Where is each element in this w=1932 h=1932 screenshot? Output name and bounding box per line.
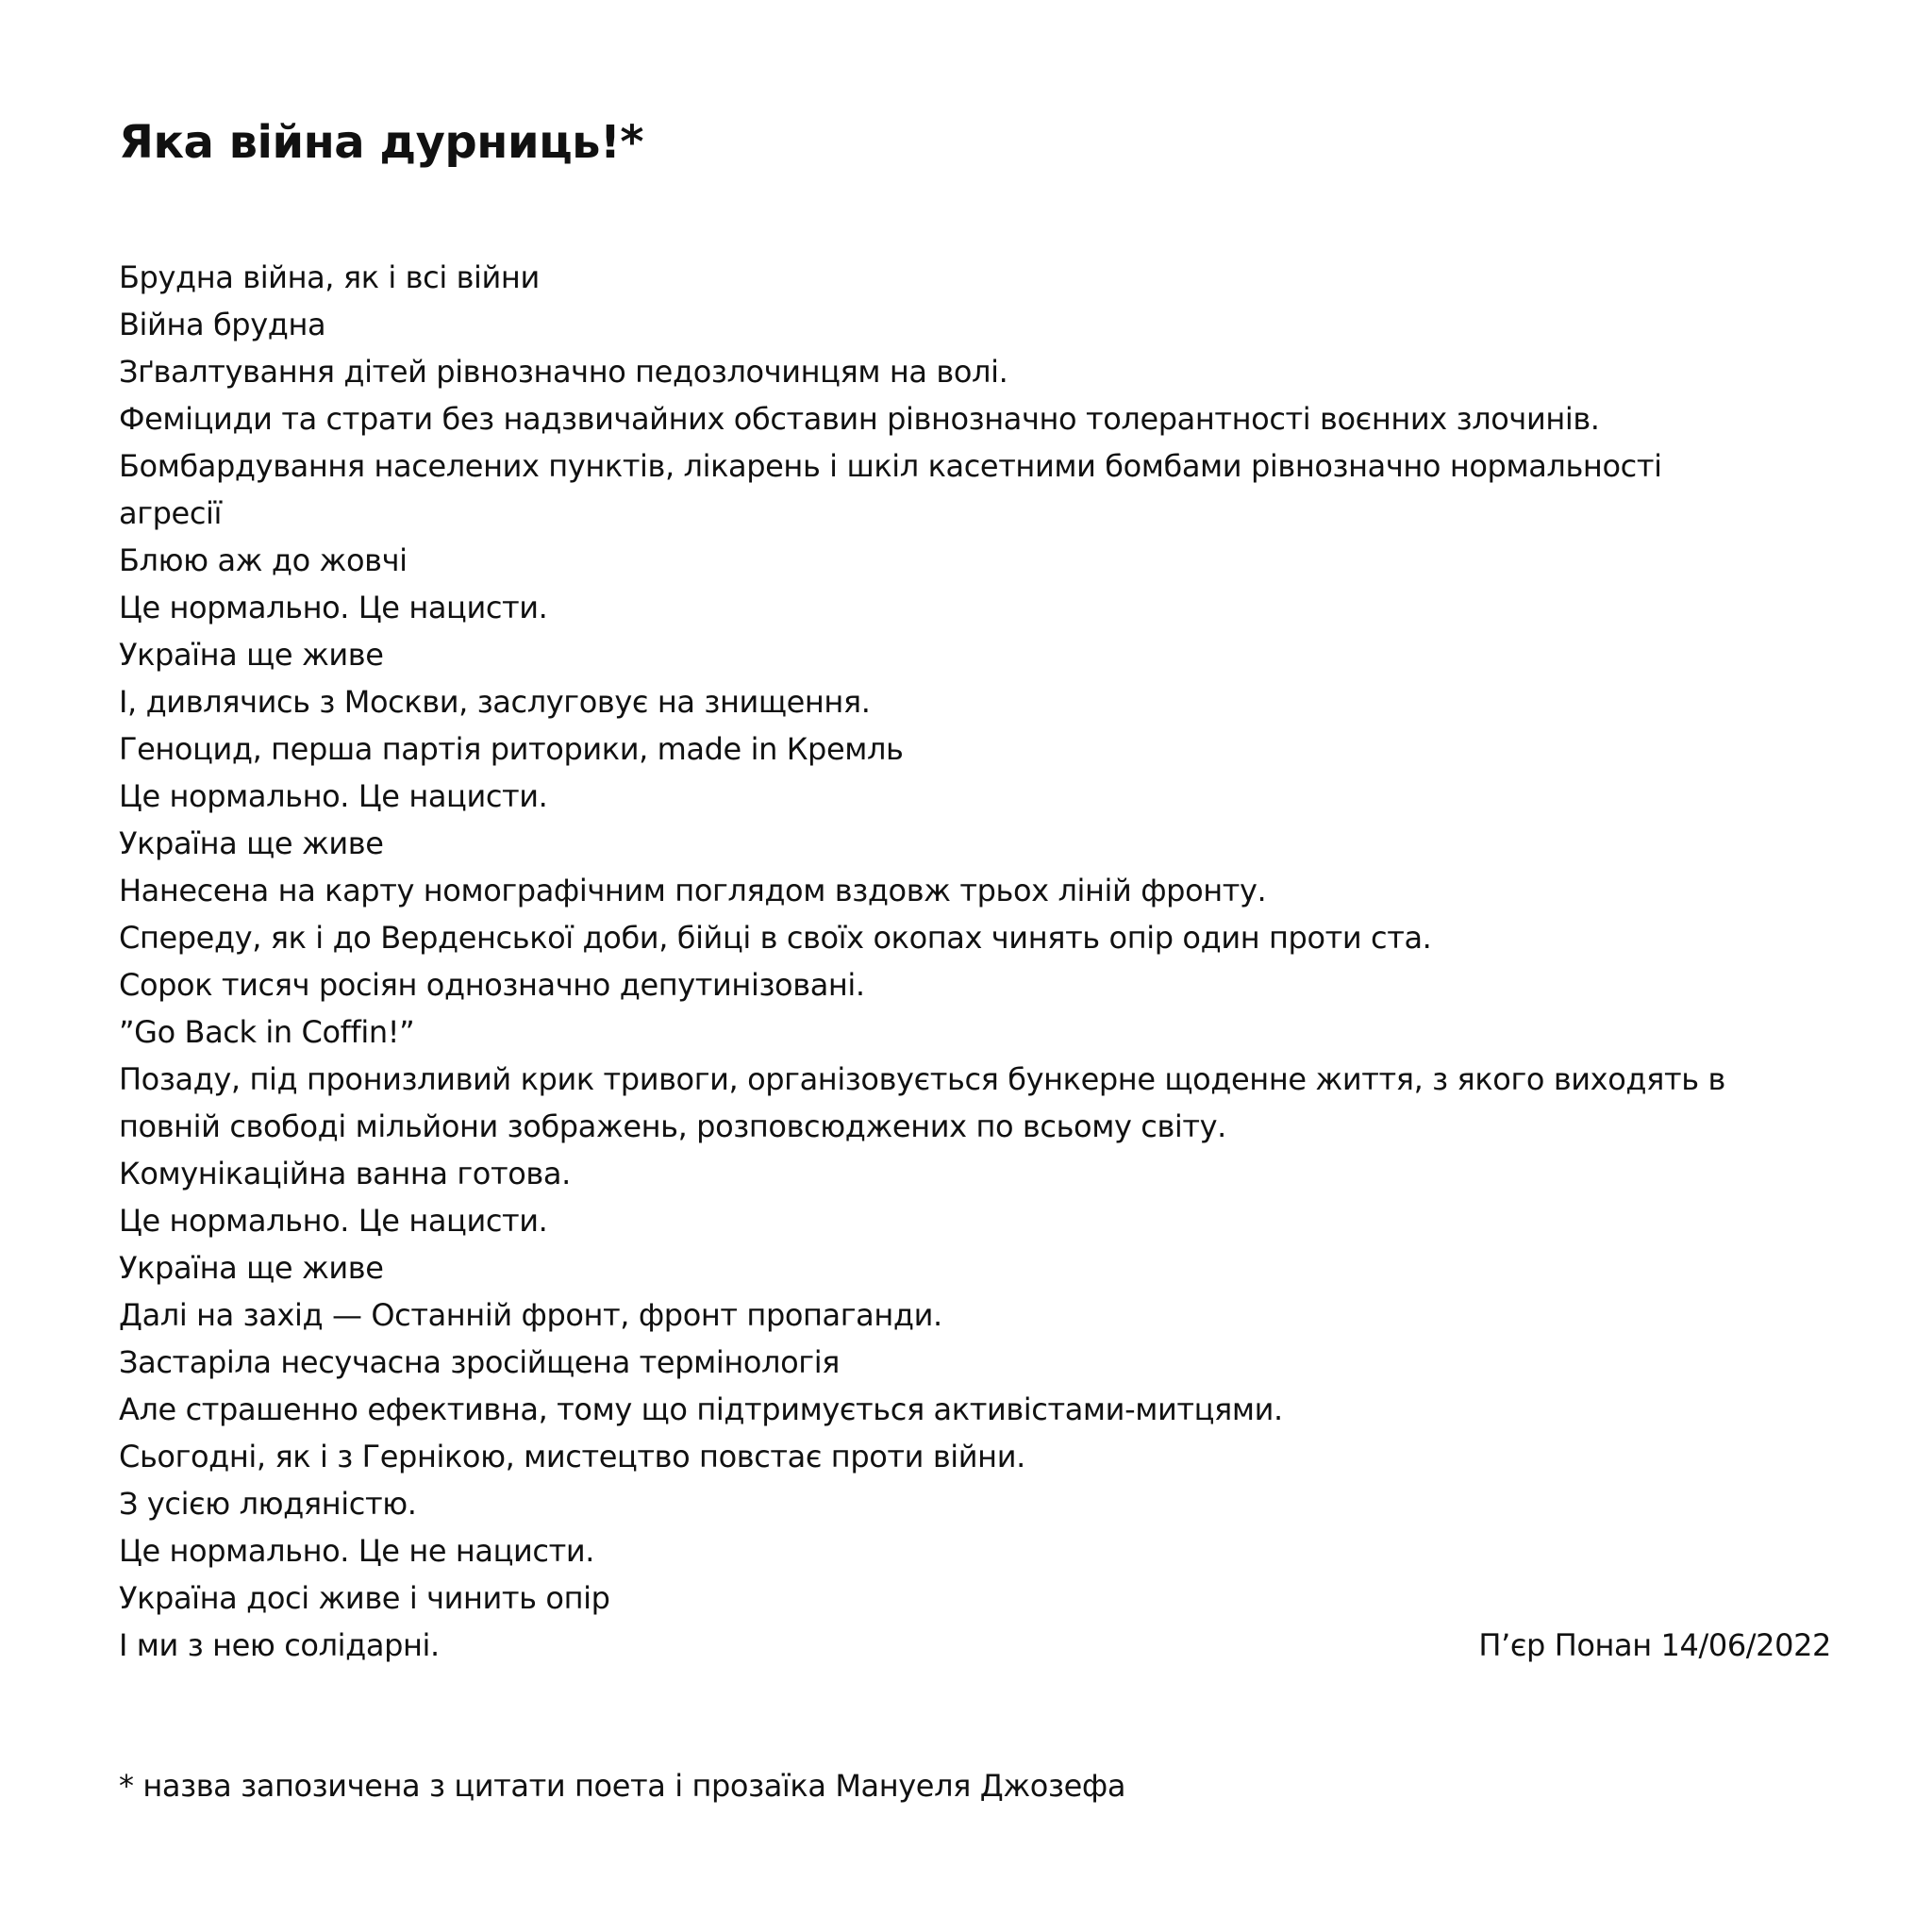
poem-line: Брудна війна, як і всі війни — [119, 259, 540, 295]
poem-line: Україна ще живе — [119, 637, 384, 673]
poem-line: Зґвалтування дітей рівнозначно педозлочинцям на волі. — [119, 354, 1008, 390]
poem-line: Це нормально. Це нацисти. — [119, 1203, 548, 1239]
poem-line: Феміциди та страти без надзвичайних обставин рівнозначно толерантності воєнних злочинів. — [119, 401, 1600, 437]
poem-line: Це нормально. Це нацисти. — [119, 590, 548, 625]
poem-line: Блюю аж до жовчі — [119, 542, 408, 578]
poem-line: Але страшенно ефективна, тому що підтримується активістами-митцями. — [119, 1391, 1283, 1427]
poem-line: Спереду, як і до Верденської доби, бійці в своїх окопах чинять опір один проти ста. — [119, 920, 1432, 956]
poem-line: Україна ще живе — [119, 825, 384, 861]
poem-line: Комунікаційна ванна готова. — [119, 1156, 571, 1191]
poem-line: Україна досі живе і чинить опір — [119, 1580, 610, 1616]
poem-line: ”Go Back in Coffin!” — [119, 1014, 415, 1050]
poem-line: Бомбардування населених пунктів, лікарень і шкіл касетними бомбами рівнозначно нормальності — [119, 448, 1662, 484]
poem-body — [119, 254, 1845, 1669]
poem-line: Війна брудна — [119, 307, 326, 342]
poem-line: Геноцид, перша партія риторики, made in Кремль — [119, 731, 904, 767]
poem-line: З усією людяністю. — [119, 1486, 417, 1522]
poem-line: Сьогодні, як і з Гернікою, мистецтво повстає проти війни. — [119, 1439, 1025, 1474]
poem-line: Застаріла несучасна зросійщена термінологія — [119, 1344, 841, 1380]
poem-line: агресії — [119, 495, 222, 531]
poem-line: Сорок тисяч росіян однозначно депутинізовані. — [119, 967, 865, 1003]
poem-line: І, дивлячись з Москви, заслуговує на знищення. — [119, 684, 871, 720]
poem-line: Це нормально. Це нацисти. — [119, 778, 548, 814]
author-signature: П’єр Понан 14/06/2022 — [1478, 1627, 1831, 1663]
footnote: * назва запозичена з цитати поета і прозаїка Мануеля Джозефа — [119, 1768, 1126, 1804]
poem-line: Нанесена на карту номографічним поглядом вздовж трьох ліній фронту. — [119, 873, 1267, 908]
poem-line: Це нормально. Це не нацисти. — [119, 1533, 595, 1569]
poem-line: Україна ще живе — [119, 1250, 384, 1286]
poem-line: Далі на захід — Останній фронт, фронт пропаганди. — [119, 1297, 942, 1333]
closing-row — [119, 1622, 1831, 1669]
poem-line: Позаду, під пронизливий крик тривоги, організовується бункерне щоденне життя, з якого виходять в — [119, 1061, 1725, 1097]
poem-last-line: І ми з нею солідарні. — [119, 1627, 440, 1663]
poem-line: повній свободі мільйони зображень, розповсюджених по всьому світу. — [119, 1108, 1226, 1144]
page-title: Яка війна дурниць!* — [119, 116, 643, 169]
